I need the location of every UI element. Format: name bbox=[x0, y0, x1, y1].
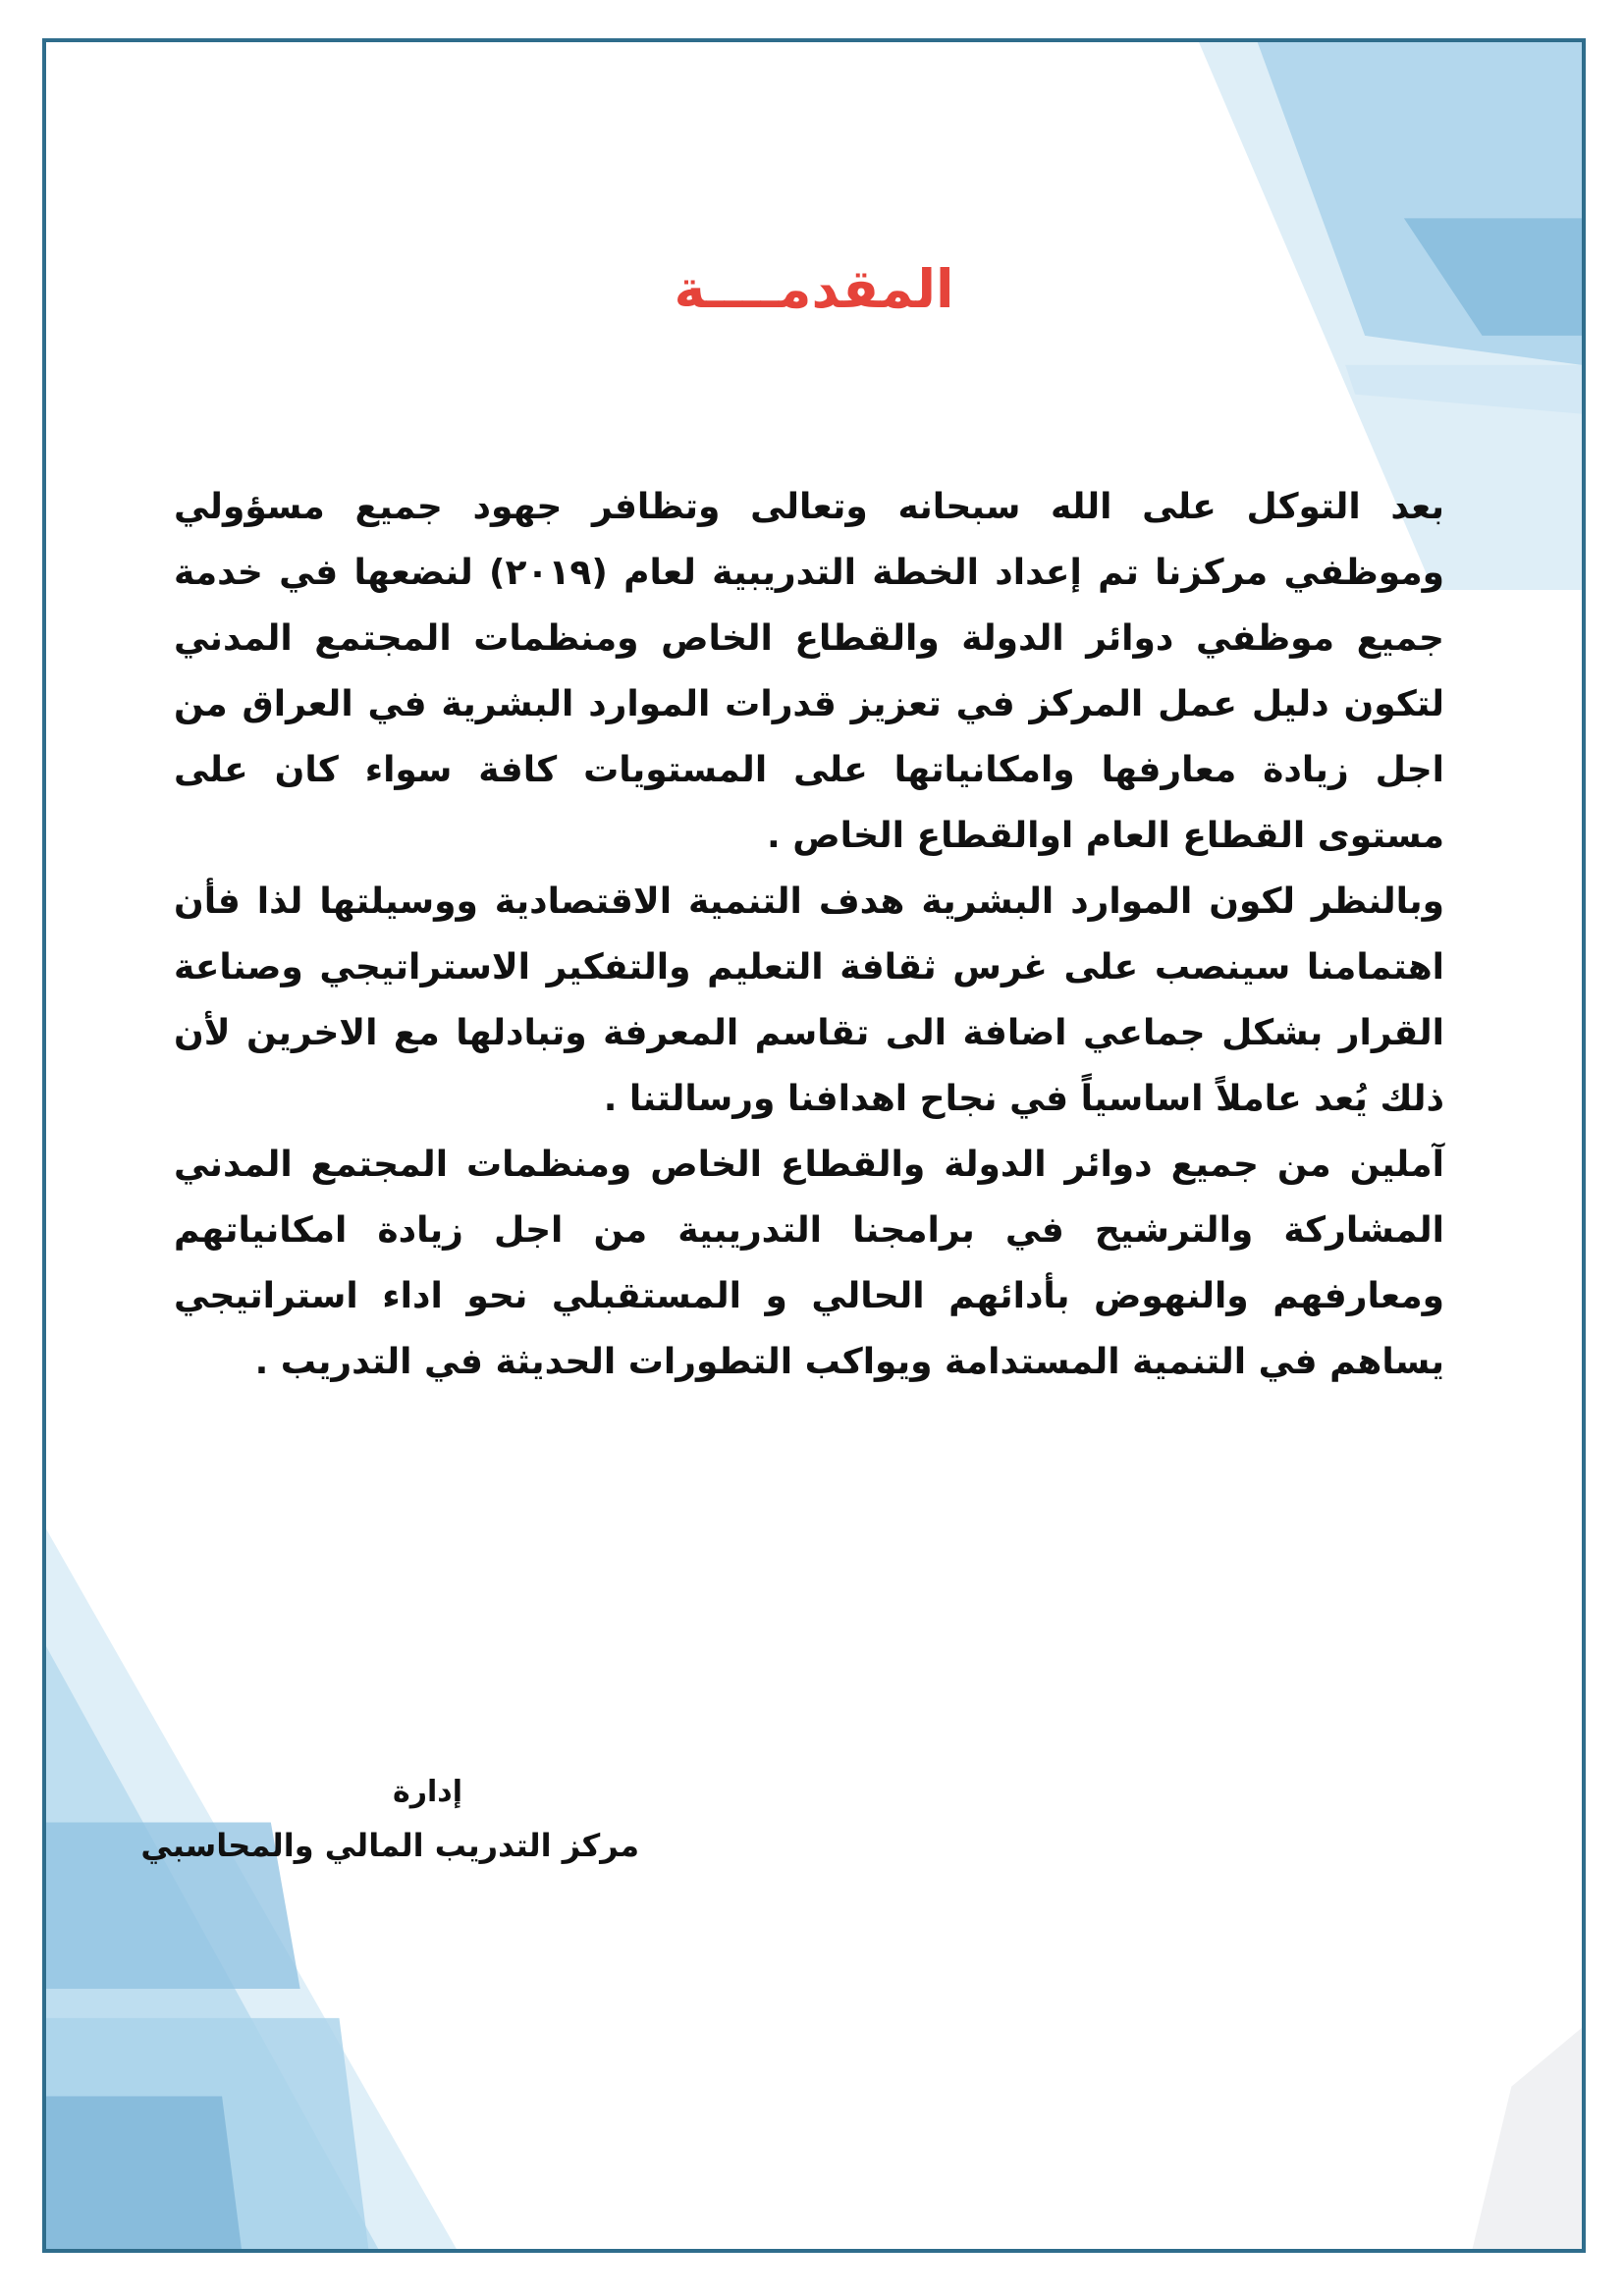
paragraph-1: بعد التوكل على الله سبحانه وتعالى وتظافر جهود جميع مسؤولي وموظفي مركزنا تم إعداد الخطة التدريبية لعام (٢٠١٩) لنضعها في خدمة جميع موظفي دوائر الدولة والقطاع الخاص ومنظمات المجتمع المدني لتكون دليل عمل المركز في تعزيز قدرات الموارد البشرية في العراق من اجل زيادة معارفها وامكانياتها على المستويات كافة سواء كان على مستوى القطاع العام اوالقطاع الخاص . bbox=[174, 487, 1444, 856]
document-content bbox=[46, 42, 1582, 2249]
paragraph-2: وبالنظر لكون الموارد البشرية هدف التنمية الاقتصادية ووسيلتها لذا فأن اهتمامنا سينصب على غرس ثقافة التعليم والتفكير الاستراتيجي وصناعة القرار بشكل جماعي اضافة الى تقاسم المعرفة وتبادلها مع الاخرين لأن ذلك يُعد عاملاً اساسياً في نجاح اهدافنا ورسالتنا . bbox=[174, 881, 1444, 1119]
body-text bbox=[174, 474, 1444, 1395]
page-frame bbox=[42, 38, 1586, 2253]
signature-block bbox=[140, 1775, 639, 1864]
paragraph-3: آملين من جميع دوائر الدولة والقطاع الخاص ومنظمات المجتمع المدني المشاركة والترشيح في برامجنا التدريبية من اجل زيادة امكانياتهم ومعارفهم والنهوض بأدائهم الحالي و المستقبلي نحو اداء استراتيجي يساهم في التنمية المستدامة ويواكب التطورات الحديثة في التدريب . bbox=[174, 1145, 1444, 1382]
signature-department: إدارة bbox=[393, 1775, 462, 1809]
signature-organization: مركز التدريب المالي والمحاسبي bbox=[140, 1827, 639, 1864]
page-title: المقدمــــة bbox=[674, 258, 954, 320]
